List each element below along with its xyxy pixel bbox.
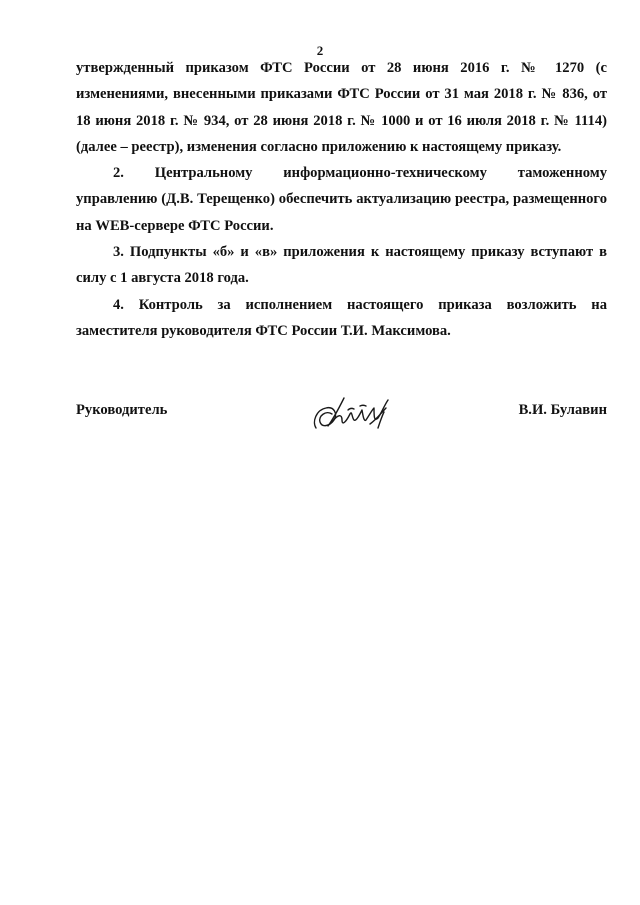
document-body [76, 55, 607, 344]
page-number: 2 [316, 43, 324, 58]
paragraph-4: 4. Контроль за исполнением настоящего приказа возложить на заместителя руководителя ФТС России Т.И. Максимова. [76, 296, 607, 339]
paragraph-3: 3. Подпункты «б» и «в» приложения к настоящему приказу вступают в силу с 1 августа 2018 года. [76, 244, 607, 287]
handwritten-signature-icon [308, 388, 398, 440]
signatory-name: В.И. Булавин [518, 402, 607, 418]
signatory-title: Руководитель [76, 402, 168, 418]
signature-block [76, 388, 607, 448]
paragraph-1-continuation: утвержденный приказом ФТС России от 28 июня 2016 г. № 1270 (с изменениями, внесенными приказами ФТС России от 31 мая 2018 г. № 836, от 18 июня 2018 г. № 934, от 28 июня 2018 г. № 1000 и от 16 июля 2018 г. № 1114) (далее – реестр), изменения согласно приложению к настоящему приказу. [76, 60, 607, 155]
paragraph-2: 2. Центральному информационно-техническому таможенному управлению (Д.В. Терещенко) обеспечить актуализацию реестра, размещенного на WEB-сервере ФТС России. [76, 165, 607, 234]
